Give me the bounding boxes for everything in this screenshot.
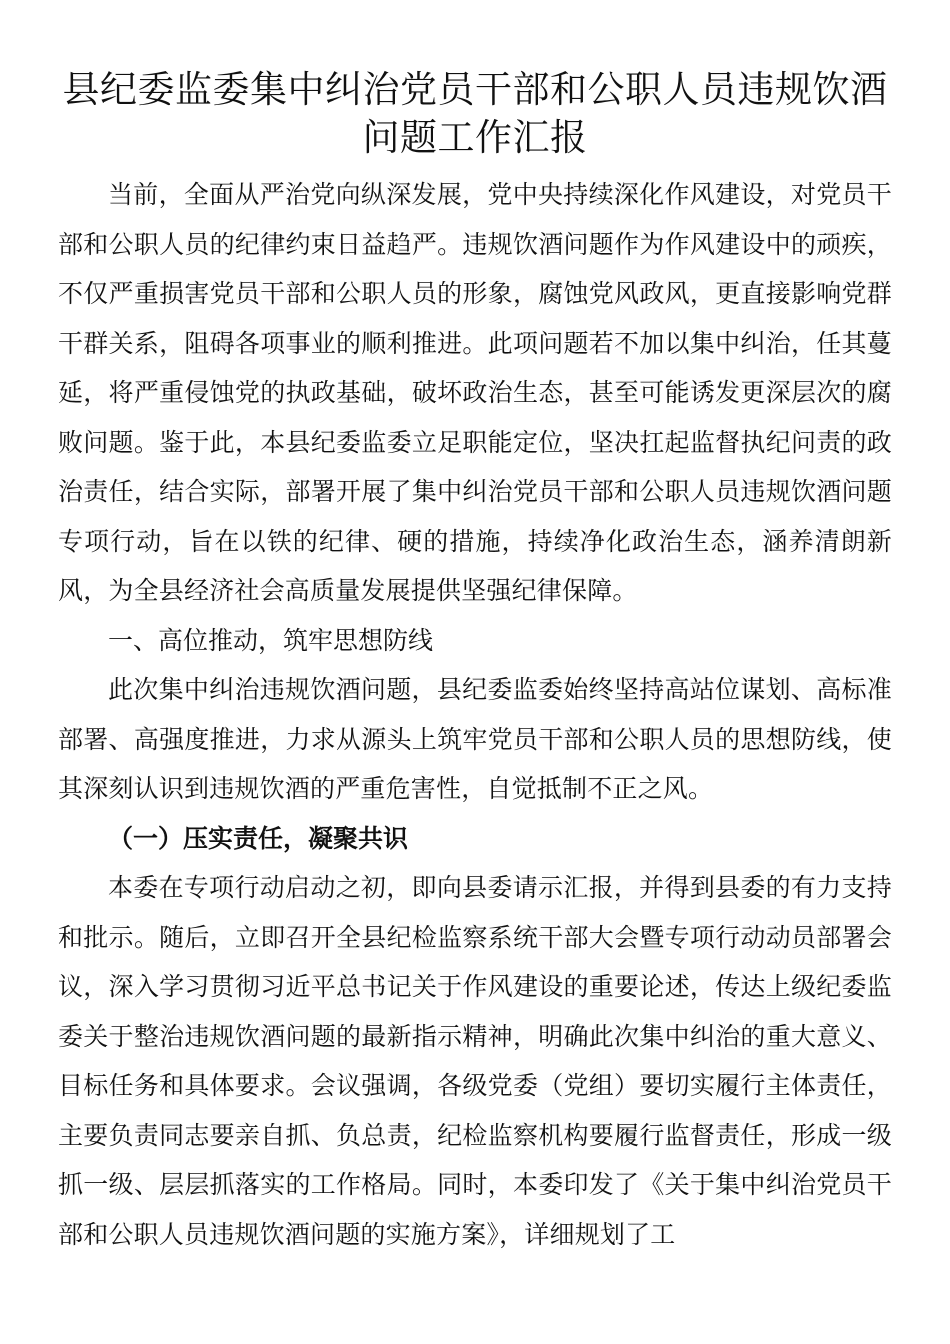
intro-paragraph: 当前，全面从严治党向纵深发展，党中央持续深化作风建设，对党员干部和公职人员的纪律约束日益趋严。违规饮酒问题作为作风建设中的顽疾，不仅严重损害党员干部和公职人员的形象，腐蚀党风政风，更直接影响党群干群关系，阻碍各项事业的顺利推进。此项问题若不加以集中纠治，任其蔓延，将严重侵蚀党的执政基础，破坏政治生态，甚至可能诱发更深层次的腐败问题。鉴于此，本县纪委监委立足职能定位，坚决扛起监督执纪问责的政治责任，结合实际，部署开展了集中纠治党员干部和公职人员违规饮酒问题专项行动，旨在以铁的纪律、硬的措施，持续净化政治生态，涵养清朗新风，为全县经济社会高质量发展提供坚强纪律保障。 <box>58 180 892 605</box>
document-page <box>58 66 892 1259</box>
document-title: 县纪委监委集中纠治党员干部和公职人员违规饮酒问题工作汇报 <box>62 68 888 159</box>
section-heading-1: 一、高位推动，筑牢思想防线 <box>108 625 434 655</box>
section-1-paragraph: 此次集中纠治违规饮酒问题，县纪委监委始终坚持高站位谋划、高标准部署、高强度推进，力求从源头上筑牢党员干部和公职人员的思想防线，使其深刻认识到违规饮酒的严重危害性，自觉抵制不正之风。 <box>58 675 892 803</box>
subsection-heading-1: （一）压实责任，凝聚共识 <box>108 823 409 853</box>
subsection-1-paragraph: 本委在专项行动启动之初，即向县委请示汇报，并得到县委的有力支持和批示。随后，立即召开全县纪检监察系统干部大会暨专项行动动员部署会议，深入学习贯彻习近平总书记关于作风建设的重要论述，传达上级纪委监委关于整治违规饮酒问题的最新指示精神，明确此次集中纠治的重大意义、目标任务和具体要求。会议强调，各级党委（党组）要切实履行主体责任，主要负责同志要亲自抓、负总责，纪检监察机构要履行监督责任，形成一级抓一级、层层抓落实的工作格局。同时，本委印发了《关于集中纠治党员干部和公职人员违规饮酒问题的实施方案》，详细规划了工 <box>58 873 892 1249</box>
